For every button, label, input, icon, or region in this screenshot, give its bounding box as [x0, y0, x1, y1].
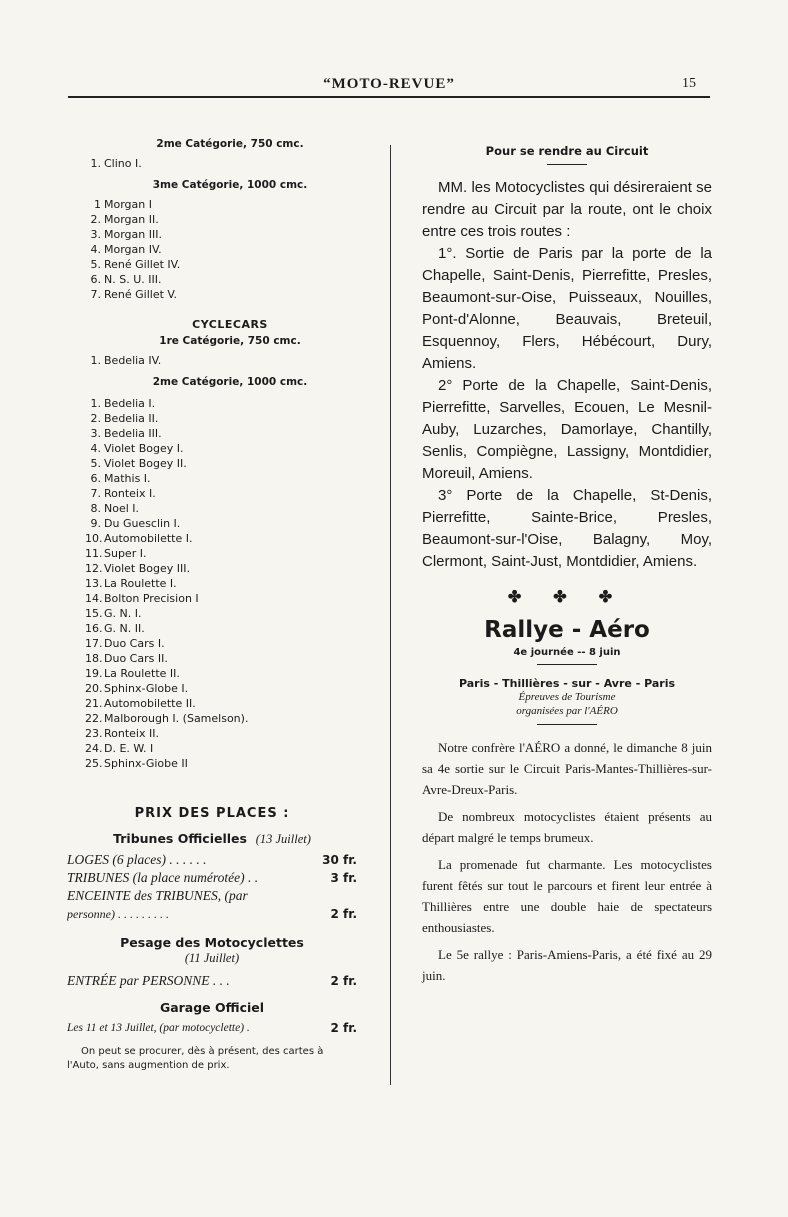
entry-list — [85, 156, 375, 171]
entry-name: Mathis I. — [104, 472, 151, 485]
entry-name: René Gillet IV. — [104, 258, 181, 271]
entry-item — [85, 257, 375, 272]
entry-name: G. N. I. — [104, 607, 142, 620]
divider — [537, 724, 597, 725]
entry-item — [85, 287, 375, 302]
epreuves-line: Épreuves de Tourisme — [518, 691, 616, 703]
entry-number: 19. — [85, 667, 103, 680]
divider — [547, 164, 587, 165]
entry-number: 21. — [85, 697, 103, 710]
paragraph: 3° Porte de la Chapelle, St-Denis, Pierrefitte, Sainte-Brice, Presles, Beaumont-sur-l'Oise, Balagny, Moy, Clermont, Saint-Just, Montdidier, Amiens. — [422, 487, 712, 570]
entry-number: 6. — [90, 472, 101, 485]
entry-number: 5. — [90, 258, 101, 271]
entry-name: Morgan II. — [104, 213, 159, 226]
prix-title: PRIX DES PLACES : — [134, 806, 290, 821]
ornament: ✤ ✤ ✤ — [507, 589, 627, 606]
entry-item — [85, 227, 375, 242]
entry-number: 5. — [90, 457, 101, 470]
price-row — [67, 972, 357, 990]
entry-name: La Roulette I. — [104, 577, 177, 590]
entry-item — [85, 726, 375, 741]
entry-name: Automobilette I. — [104, 532, 193, 545]
entry-item — [85, 396, 375, 411]
entry-item — [85, 576, 375, 591]
entry-list — [85, 353, 375, 368]
entry-item — [85, 411, 375, 426]
entry-name: Ronteix II. — [104, 727, 159, 740]
entry-number: 1. — [90, 354, 101, 367]
entry-number: 14. — [85, 592, 103, 605]
price-amount: 2 fr. — [330, 907, 357, 921]
entry-item — [85, 456, 375, 471]
cyclecars-title: CYCLECARS — [192, 318, 268, 331]
entry-name: Duo Cars II. — [104, 652, 168, 665]
circuit-heading: Pour se rendre au Circuit — [485, 144, 649, 158]
entry-list — [85, 197, 375, 302]
entry-number: 13. — [85, 577, 103, 590]
entry-name: Violet Bogey II. — [104, 457, 187, 470]
entry-item — [85, 242, 375, 257]
entry-number: 8. — [90, 502, 101, 515]
entry-number: 16. — [85, 622, 103, 635]
entry-number: 1 — [94, 198, 101, 211]
garage-title: Garage Officiel — [159, 1000, 265, 1015]
price-label: LOGES (6 places) . . . . . . — [67, 852, 207, 867]
tribunes-title: Tribunes Officielles — [113, 831, 247, 846]
price-label: personne) . . . . . . . . . — [67, 907, 169, 921]
entry-item — [85, 212, 375, 227]
entry-name: La Roulette II. — [104, 667, 180, 680]
paragraph: De nombreux motocyclistes étaient présents au départ malgré le temps brumeux. — [422, 809, 712, 845]
entry-name: Bedelia III. — [104, 427, 162, 440]
entry-item — [85, 486, 375, 501]
entry-item — [85, 516, 375, 531]
paragraph: MM. les Motocyclistes qui désireraient se rendre au Circuit par la route, ont le choix entre ces trois routes : — [422, 179, 712, 240]
entry-item — [85, 156, 375, 171]
entry-item — [85, 426, 375, 441]
column-divider — [390, 145, 391, 1085]
tribunes-heading — [67, 831, 357, 847]
journal-title: “MOTO-REVUE” — [323, 76, 455, 92]
entry-name: Ronteix I. — [104, 487, 156, 500]
paragraph: 1°. Sortie de Paris par la porte de la Chapelle, Saint-Denis, Pierrefitte, Presles, Beaumont-sur-Oise, Puisseaux, Nouilles, Pont-d'Alonne, Beauvais, Breteuil, Esquennoy, Flers, Hébécourt, Dury, Amiens. — [422, 245, 712, 372]
entry-name: G. N. II. — [104, 622, 145, 635]
entry-name: Bedelia IV. — [104, 354, 162, 367]
entry-number: 4. — [90, 243, 101, 256]
entry-name: N. S. U. III. — [104, 273, 162, 286]
entry-number: 15. — [85, 607, 103, 620]
prix-des-places — [67, 806, 357, 1073]
entry-number: 9. — [90, 517, 101, 530]
prix-note: On peut se procurer, dès à présent, des cartes à l'Auto, sans augmention de prix. — [67, 1046, 324, 1071]
price-label: ENCEINTE des TRIBUNES, (par — [67, 888, 248, 903]
entry-name: Morgan IV. — [104, 243, 162, 256]
entry-name: Sphinx-Giobe II — [104, 757, 188, 770]
divider — [537, 664, 597, 665]
header-rule — [68, 96, 710, 98]
entry-number: 11. — [85, 547, 103, 560]
entry-name: Du Guesclin I. — [104, 517, 181, 530]
entry-name: René Gillet V. — [104, 288, 178, 301]
entry-number: 18. — [85, 652, 103, 665]
entry-item — [85, 711, 375, 726]
price-label: TRIBUNES (la place numérotée) . . — [67, 870, 259, 885]
entry-number: 22. — [85, 712, 103, 725]
entry-name: Sphinx-Globe I. — [104, 682, 189, 695]
entry-item — [85, 666, 375, 681]
entry-item — [85, 353, 375, 368]
paragraph: La promenade fut charmante. Les motocyclistes furent fêtés sur tout le parcours et firent leur entrée à Thillières entre une double haie de spectateurs enthousiastes. — [422, 857, 712, 935]
entry-number: 12. — [85, 562, 103, 575]
entry-item — [85, 621, 375, 636]
paragraph: Notre confrère l'AÉRO a donné, le dimanche 8 juin sa 4e sortie sur le Circuit Paris-Mantes-Thillières-sur-Avre-Dreux-Paris. — [422, 740, 712, 797]
entry-name: D. E. W. I — [104, 742, 154, 755]
category-heading: 1re Catégorie, 750 cmc. — [159, 335, 301, 347]
entry-number: 4. — [90, 442, 101, 455]
price-row — [67, 869, 357, 887]
entry-item — [85, 636, 375, 651]
entry-name: Violet Bogey III. — [104, 562, 190, 575]
entry-name: Morgan I — [104, 198, 152, 211]
entry-name: Malborough I. (Samelson). — [104, 712, 249, 725]
entry-number: 3. — [90, 427, 101, 440]
entry-name: Super I. — [104, 547, 147, 560]
paragraph: 2° Porte de la Chapelle, Saint-Denis, Pierrefitte, Sarvelles, Ecouen, Le Mesnil-Auby, Luzarches, Damorlaye, Chantilly, Senlis, Compiègne, Lassigny, Montdidier, Moreuil, Amiens. — [422, 377, 712, 482]
entry-item — [85, 441, 375, 456]
entry-number: 1. — [90, 397, 101, 410]
entry-name: Bedelia I. — [104, 397, 156, 410]
entry-number: 7. — [90, 288, 101, 301]
entry-item — [85, 561, 375, 576]
price-row — [67, 1019, 357, 1037]
entry-number: 2. — [90, 412, 101, 425]
entry-item — [85, 531, 375, 546]
entry-item — [85, 501, 375, 516]
entry-name: Bedelia II. — [104, 412, 159, 425]
pesage-date-text: (11 Juillet) — [184, 951, 240, 965]
entry-item — [85, 471, 375, 486]
entry-item — [85, 651, 375, 666]
entry-name: Automobilette II. — [104, 697, 196, 710]
entry-name: Clino I. — [104, 157, 142, 170]
entry-number: 10. — [85, 532, 103, 545]
price-amount: 30 fr. — [322, 853, 357, 867]
price-amount: 2 fr. — [330, 1021, 357, 1035]
entry-number: 25. — [85, 757, 103, 770]
entry-item — [85, 197, 375, 212]
entry-item — [85, 606, 375, 621]
category-heading: 3me Catégorie, 1000 cmc. — [152, 179, 308, 191]
entry-item — [85, 591, 375, 606]
page-number: 15 — [682, 76, 696, 91]
price-row — [67, 887, 357, 905]
category-heading: 2me Catégorie, 750 cmc. — [156, 138, 304, 150]
price-row — [67, 905, 357, 923]
entry-item — [85, 546, 375, 561]
pesage-date — [67, 950, 357, 966]
entry-number: 7. — [90, 487, 101, 500]
entry-name: Bolton Precision I — [104, 592, 199, 605]
entry-number: 1. — [90, 157, 101, 170]
entry-number: 20. — [85, 682, 103, 695]
entry-list — [85, 396, 375, 771]
entry-number: 3. — [90, 228, 101, 241]
price-amount: 2 fr. — [330, 974, 357, 988]
entry-name: Duo Cars I. — [104, 637, 165, 650]
paragraph: Le 5e rallye : Paris-Amiens-Paris, a été fixé au 29 juin. — [422, 947, 712, 983]
entry-number: 2. — [90, 213, 101, 226]
route-title: Paris - Thillières - sur - Avre - Paris — [458, 677, 676, 690]
price-amount: 3 fr. — [330, 871, 357, 885]
entry-number: 24. — [85, 742, 103, 755]
entry-item — [85, 756, 375, 771]
entry-number: 17. — [85, 637, 103, 650]
journee-line: 4e journée -- 8 juin — [513, 647, 621, 658]
entry-item — [85, 681, 375, 696]
page-header — [68, 76, 710, 96]
tribunes-date: (13 Juillet) — [255, 832, 311, 846]
epreuves-line: organisées par l'AÉRO — [516, 705, 618, 717]
entry-name: Morgan III. — [104, 228, 162, 241]
price-label: Les 11 et 13 Juillet, (par motocyclette) . — [67, 1022, 250, 1034]
entry-item — [85, 696, 375, 711]
entry-name: Noel I. — [104, 502, 140, 515]
entry-name: Violet Bogey I. — [104, 442, 184, 455]
rallye-title: Rallye - Aéro — [484, 617, 650, 643]
entry-number: 6. — [90, 273, 101, 286]
entry-number: 23. — [85, 727, 103, 740]
pesage-title: Pesage des Motocyclettes — [120, 935, 304, 950]
category-heading: 2me Catégorie, 1000 cmc. — [152, 376, 308, 388]
price-row — [67, 851, 357, 869]
price-label: ENTRÉE par PERSONNE . . . — [67, 973, 230, 988]
entry-item — [85, 272, 375, 287]
entry-item — [85, 741, 375, 756]
right-column — [422, 144, 712, 986]
left-column — [85, 138, 375, 771]
